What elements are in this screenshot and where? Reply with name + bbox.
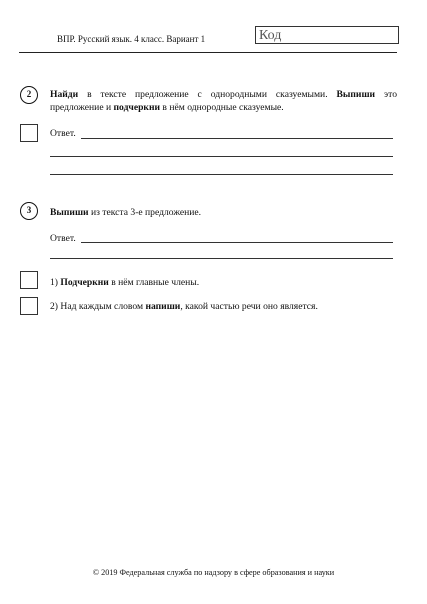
task2-answer-line-1[interactable] bbox=[81, 138, 393, 139]
text-run: это bbox=[375, 89, 397, 100]
task3-subtask-1 bbox=[50, 276, 199, 289]
task3-answer-label: Ответ. bbox=[50, 233, 76, 244]
text-run: в нём главные члены. bbox=[108, 277, 200, 288]
task-number-3: 3 bbox=[20, 202, 38, 220]
task2-answer-label: Ответ. bbox=[50, 128, 76, 139]
emphasized-word: Выпиши bbox=[50, 207, 89, 218]
task2-answer-line-3[interactable] bbox=[50, 174, 393, 175]
text-run: 2) Над каждым словом bbox=[50, 301, 146, 312]
emphasized-word: напиши bbox=[145, 301, 181, 312]
footer-copyright: © 2019 Федеральная служба по надзору в сфере образования и науки bbox=[92, 568, 335, 577]
task3-subtask-2 bbox=[50, 300, 318, 313]
text-run: 1) bbox=[50, 277, 61, 288]
code-label: Код bbox=[259, 28, 282, 43]
task2-instruction-line2 bbox=[50, 101, 397, 114]
task3-sub2-score-box[interactable] bbox=[20, 297, 38, 315]
task2-score-box[interactable] bbox=[20, 124, 38, 142]
code-field[interactable] bbox=[255, 26, 399, 44]
task2-instruction-line1 bbox=[50, 88, 397, 101]
text-run: в нём однородные сказуемые. bbox=[160, 102, 284, 113]
header-subject-line: ВПР. Русский язык. 4 класс. Вариант 1 bbox=[57, 34, 206, 44]
header-rule bbox=[19, 52, 397, 53]
emphasized-word: подчеркни bbox=[113, 102, 161, 113]
text-run: предложение и bbox=[50, 102, 114, 113]
task-number-2: 2 bbox=[20, 86, 38, 104]
emphasized-word: Подчеркни bbox=[60, 277, 109, 288]
text-run: в тексте предложение с однородными сказуемыми. bbox=[78, 89, 337, 100]
task3-instruction bbox=[50, 206, 201, 219]
text-run: из текста 3-е предложение. bbox=[88, 207, 202, 218]
task3-answer-line-1[interactable] bbox=[81, 242, 393, 243]
task2-answer-line-2[interactable] bbox=[50, 156, 393, 157]
task3-sub1-score-box[interactable] bbox=[20, 271, 38, 289]
emphasized-word: Найди bbox=[50, 89, 79, 100]
task2-instruction bbox=[50, 88, 397, 114]
text-run: , какой частью речи оно является. bbox=[180, 301, 318, 312]
task3-answer-line-2[interactable] bbox=[50, 258, 393, 259]
emphasized-word: Выпиши bbox=[336, 89, 376, 100]
